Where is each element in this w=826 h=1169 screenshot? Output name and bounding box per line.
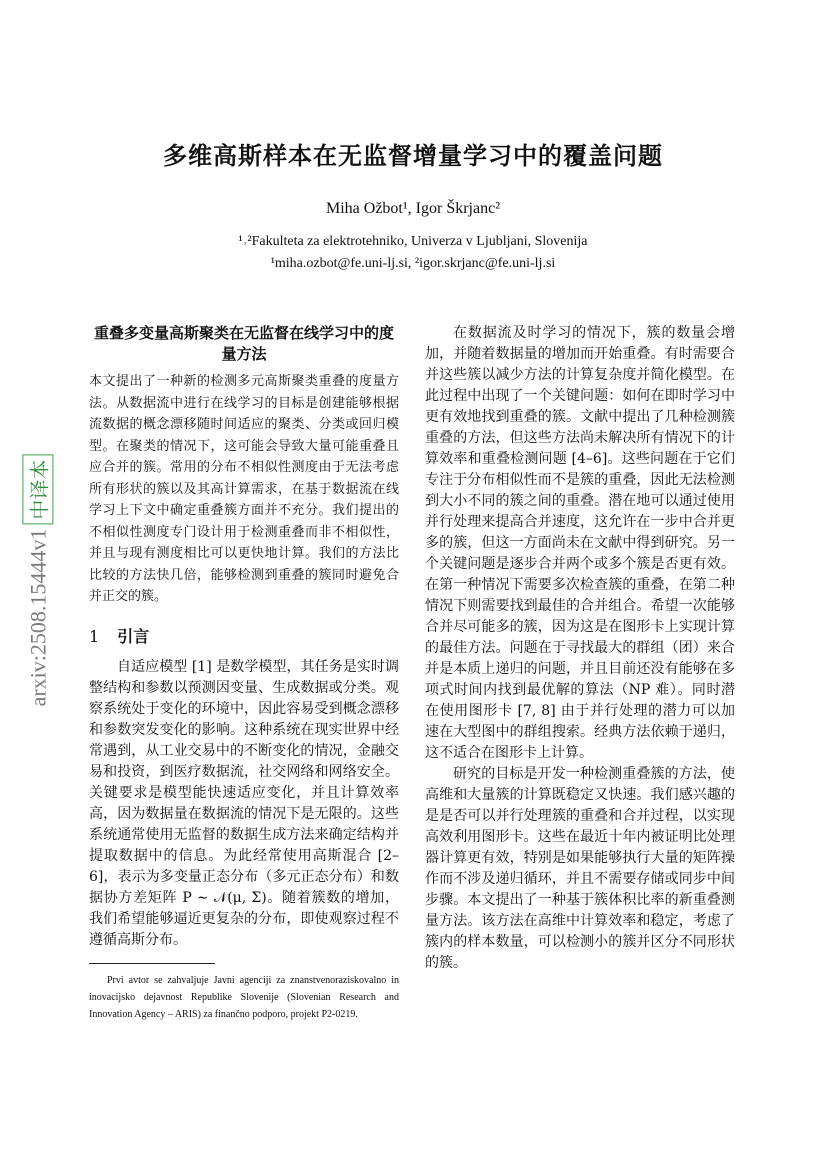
right-paragraph-2: 研究的目标是开发一种检测重叠簇的方法，使高维和大量簇的计算既稳定又快速。我们感兴趣的是是否可以并行处理簇的重叠和合并过程，以实现高效利用图形卡。这些在最近十年内被证明比处理器计算更有效，特别是如果能够执行大量的矩阵操作而不涉及递归循环，并且不需要存储或同步中间步骤。本文提出了一种基于簇体积比率的新重叠测量方法。该方法在高维中计算效率和稳定，考虑了簇内的样本数量，可以检测小的簇并区分不同形状的簇。 xyxy=(425,766,735,971)
paper-title: 多维高斯样本在无监督增量学习中的覆盖问题 xyxy=(163,141,663,170)
section-title: 引言 xyxy=(117,626,150,646)
right-column xyxy=(425,323,735,974)
footnote: Prvi avtor se zahvaljuje Javni agenciji za znanstvenoraziskovalno in inovacijsko dejavnost Republike Slovenije (Slovenian Research and Innovation Agency – ARIS) za finančno podporo, projekt P2-0219. xyxy=(89,974,399,1020)
arxiv-sidebar xyxy=(20,425,56,735)
left-column xyxy=(89,323,399,1023)
author-list: Miha Ožbot¹, Igor Škrjanc² xyxy=(326,200,500,217)
section-number: 1 xyxy=(89,626,100,646)
intro-paragraph: 自适应模型 [1] 是数学模型，其任务是实时调整结构和参数以预测因变量、生成数据或分类。观察系统处于变化的环境中，因此容易受到概念漂移和参数突发变化的影响。这种系统在现实世界中经常遇到，从工业交易中的不断变化的情况，金融交易和投资，到医疗数据流，社交网络和网络安全。关键要求是模型能快速适应变化，并且计算效率高，因为数据量在数据流的情况下是无限的。这些系统通常使用无监督的数据生成方法来确定结构并提取数据中的信息。为此经常使用高斯混合 [2–6]，表示为多变量正态分布（多元正态分布）和数据协方差矩阵 P ∼ 𝒩(μ, Σ)。随着簇数的增加，我们希望能够逼近更复杂的分布，即使观察过程不遵循高斯分布。 xyxy=(89,658,399,948)
translation-tag: 中译本 xyxy=(23,454,54,524)
right-paragraph-1: 在数据流及时学习的情况下，簇的数量会增加，并随着数据量的增加而开始重叠。有时需要合并这些簇以减少方法的计算复杂度并简化模型。在此过程中出现了一个关键问题：如何在即时学习中更有效地找到重叠的簇。文献中提出了几种检测簇重叠的方法，但这些方法尚未解决所有情况下的计算效率和重叠检测问题 [4–6]。这些问题在于它们专注于分布相似性而不是簇的重叠，因此无法检测到大小不同的簇之间的重叠。潜在地可以通过使用并行处理来提高合并速度，这允许在一步中合并更多的簇，但这一方面尚未在文献中得到研究。另一个关键问题是逐步合并两个或多个簇是否更有效。在第一种情况下需要多次检查簇的重叠，在第二种情况下则需要找到最佳的合并组合。希望一次能够合并尽可能多的簇，因为这是在图形卡上实现计算的最佳方法。问题在于寻找最大的群组（团）来合并是本质上递归的问题，并且目前还没有能够在多项式时间内找到最优解的算法（NP 难）。同时潜在使用图形卡 [7, 8] 由于并行处理的潜力可以加速在大型图中的群组搜索。经典方法依赖于递归，这不适合在图形卡上计算。 xyxy=(425,325,735,761)
arxiv-id: arxiv:2508.15444v1 xyxy=(25,528,51,706)
abstract-body: 本文提出了一种新的检测多元高斯聚类重叠的度量方法。从数据流中进行在线学习的目标是创建能够根据流数据的概念漂移随时间适应的聚类、分类或回归模型。在聚类的情况下，这可能会导致大量可能重叠且应合并的簇。常用的分布不相似性测度由于无法考虑所有形状的簇以及其高计算需求，在基于数据流在线学习上下文中确定重叠簇方面并不充分。我们提出的不相似性测度专门设计用于检测重叠而非不相似性，并且与现有测度相比可以更快地计算。我们的方法比比较的方法快几倍，能够检测到重叠的簇同时避免合并正交的簇。 xyxy=(89,374,399,604)
affiliation: ¹˒²Fakulteta za elektrotehniko, Univerza v Ljubljani, Slovenija xyxy=(238,234,588,249)
email-list: ¹miha.ozbot@fe.uni-lj.si, ²igor.skrjanc@fe.uni-lj.si xyxy=(270,256,556,271)
section-heading xyxy=(89,626,399,647)
abstract-title: 重叠多变量高斯聚类在无监督在线学习中的度量方法 xyxy=(93,324,394,363)
footnote-rule xyxy=(89,963,215,964)
